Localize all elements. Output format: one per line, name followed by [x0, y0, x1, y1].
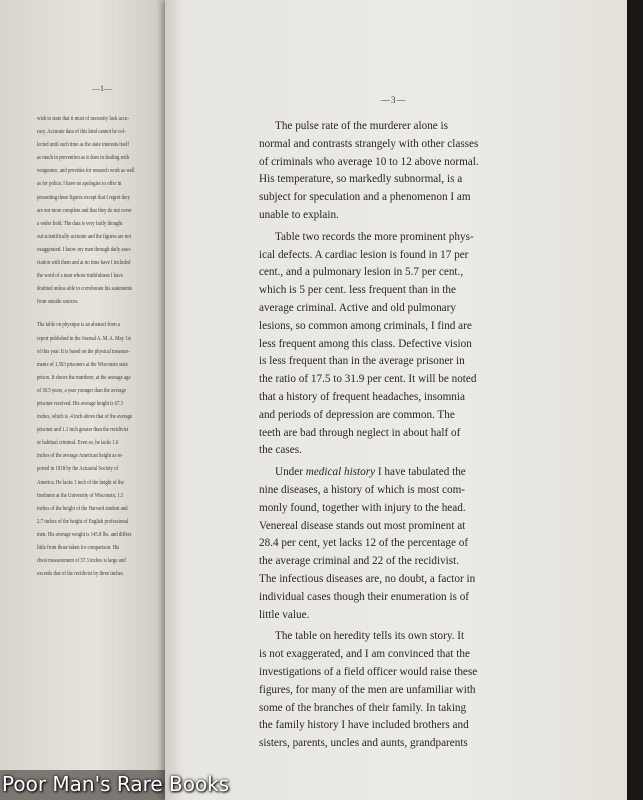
text-line: from outside sources.: [37, 298, 79, 306]
text-line: investigations of a field officer would raise these: [259, 665, 478, 678]
text-line: lesions, so common among criminals, I find are: [259, 319, 472, 332]
right-page: [165, 0, 627, 800]
text-line: 28.4 per cent, yet lacks 12 of the percentage of: [259, 537, 469, 550]
text-line: of this year. It is based on the physical measure-: [37, 347, 130, 355]
text-line: is less frequent than in the average prisoner in: [259, 355, 465, 368]
text-line: inches of the average American height as re-: [37, 452, 123, 460]
text-line: of 30.5 years, a year younger than the average: [37, 386, 126, 394]
text-line: cent., and a pulmonary lesion in 5.7 per cent.,: [259, 266, 464, 279]
text-line: prison. It shows the murderer, at the average age: [37, 373, 131, 381]
text-line: His temperature, so markedly subnormal, is a: [259, 173, 463, 186]
paragraph: [259, 229, 575, 460]
text-line: which is 5 per cent. less frequent than in the: [259, 284, 456, 297]
text-line: subject for speculation and a phenomenon I am: [259, 191, 471, 204]
italic-term: medical history: [305, 466, 376, 479]
left-page-text: [37, 112, 168, 580]
text-line: or habitual criminal. Even so, he lacks 1.6: [37, 439, 119, 447]
text-line: vengeance, and provides for research work as well: [37, 167, 135, 175]
text-line: Table two records the more prominent phys-: [275, 230, 474, 243]
text-line: freshmen at the University of Wisconsin, 1.5: [37, 491, 124, 499]
text-line: ported in 1918 by the Actuarial Society of: [37, 465, 119, 473]
right-page-number: —3—: [381, 95, 407, 105]
text-line: individual cases though their enumeration is of: [259, 590, 470, 603]
text-line: The table on heredity tells its own story. It: [275, 630, 465, 643]
text-line: a wider field. The data is very fairly thought: [37, 219, 123, 227]
text-line: America. He lacks 1 inch of the height of the: [37, 478, 124, 486]
text-line: sisters, parents, uncles and aunts, grandparents: [259, 737, 468, 750]
text-line: as much in prevention as it does in dealing with: [37, 154, 130, 162]
text-line: ciation with them and at no time have I included: [37, 259, 131, 267]
text-line: out scientifically accurate and the figures are not: [37, 232, 131, 240]
text-line: figures, for many of the men are unfamiliar with: [259, 683, 476, 696]
text-line: exceeds that of the recidivist by three inches.: [37, 570, 124, 578]
text-line: as for police. I have no apologies to offer in: [37, 180, 122, 188]
text-line: The table on physique is an abstract from a: [37, 321, 121, 329]
text-line: racy. Accurate data of this kind cannot be col-: [37, 128, 126, 136]
dark-edge: [627, 0, 643, 800]
text-line: the cases.: [259, 444, 302, 457]
text-line: of criminals who average 10 to 12 above normal.: [259, 155, 479, 168]
text-line: average criminal. Active and old pulmonary: [259, 301, 456, 314]
text-line: monly found, together with injury to the head.: [259, 501, 466, 514]
left-page: [0, 0, 168, 770]
text-line: nine diseases, a history of which is most com-: [259, 483, 466, 496]
text-line: lected until such time as the state interests itself: [37, 141, 129, 149]
paragraph: [259, 628, 575, 753]
left-page-number: —1—: [92, 84, 112, 93]
text-line: and periods of depression are common. The: [259, 408, 455, 421]
text-line: doubted unless able to corroborate his statements: [37, 285, 132, 293]
text-line: ments of 1,503 prisoners at the Wisconsin state: [37, 360, 128, 368]
text-line: The pulse rate of the murderer alone is: [275, 120, 449, 132]
text-line: ical defects. A cardiac lesion is found in 17 per: [259, 248, 469, 261]
text-line: the ratio of 17.5 to 31.9 per cent. It will be noted: [259, 373, 477, 386]
text-line: inches of the height of the Harvard student and: [37, 504, 128, 512]
text-line: less frequent among this class. Defective vision: [259, 337, 472, 350]
text-line: teeth are bad through neglect in about half of: [259, 426, 461, 439]
text-line: the average criminal and 22 of the recidivist.: [259, 555, 460, 568]
right-page-text: [259, 118, 575, 757]
text-line: exaggerated. I know my men through daily asso-: [37, 245, 132, 253]
text-span: Under: [275, 466, 306, 479]
text-line: is not exaggerated, and I am convinced that the: [259, 648, 470, 661]
text-line: [259, 464, 575, 482]
text-line: The infectious diseases are, no doubt, a factor in: [259, 572, 476, 585]
text-line: the word of a man whose truthfulness I have: [37, 272, 123, 280]
text-line: little from those taken for comparison. His: [37, 544, 120, 551]
text-line: report published in the Journal A. M. A. May 1st: [37, 334, 131, 342]
text-line: prisoner received. His average height is 67.3: [37, 399, 124, 407]
text-span: I have tabulated the: [375, 466, 466, 479]
watermark: Poor Man's Rare Books: [2, 772, 230, 796]
text-line: presenting these figures except that I regret they: [37, 193, 130, 201]
paragraph: [259, 464, 575, 624]
text-line: men. His average weight is 145.8 lbs. and differs: [37, 530, 132, 538]
text-line: chest measurement of 37.3 inches is large and: [37, 557, 126, 565]
text-line: wish to state that it must of necessity lack accu-: [37, 115, 130, 122]
text-line: prisoner and 1.1 inch greater than the recidivist: [37, 426, 129, 434]
text-line: that a history of frequent headaches, insomnia: [259, 390, 465, 403]
paragraph-gap: [37, 308, 168, 318]
text-line: 2.7 inches of the height of English professional: [37, 517, 129, 525]
text-line: little value.: [259, 608, 310, 621]
text-line: are not more complete and that they do not cover: [37, 206, 132, 214]
text-line: normal and contrasts strangely with other classes: [259, 137, 479, 150]
paragraph: [259, 118, 575, 225]
text-line: the family history I have included brothers and: [259, 719, 469, 732]
text-line: some of the branches of their family. In taking: [259, 701, 467, 714]
text-line: Venereal disease stands out most prominent at: [259, 519, 466, 532]
text-line: unable to explain.: [259, 208, 339, 221]
text-line: inches, which is .4 inch above that of the average: [37, 413, 133, 421]
